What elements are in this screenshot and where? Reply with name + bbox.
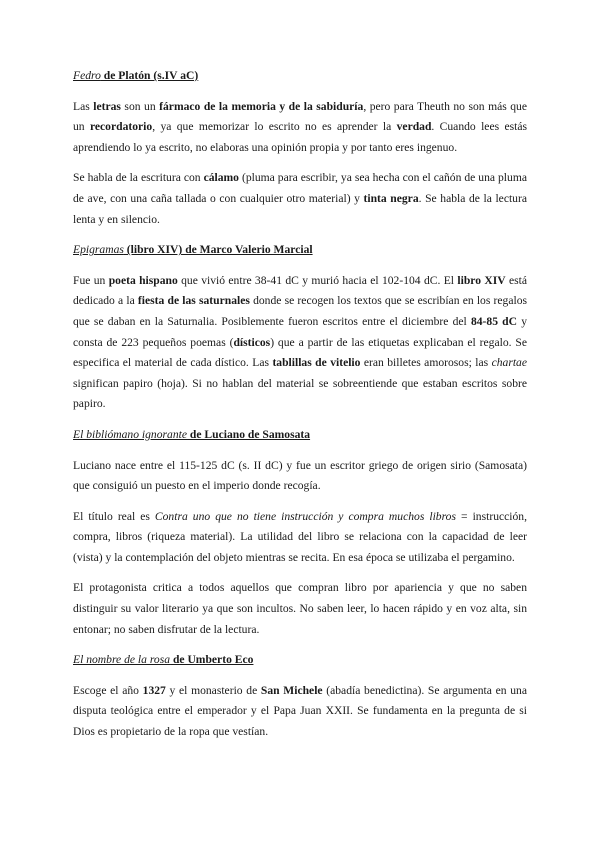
italic-text: Contra uno que no tiene instrucción y compra muchos libros — [154, 509, 456, 523]
paragraph — [73, 578, 527, 640]
bold-text: tinta negra — [363, 191, 419, 205]
bold-text: cálamo — [203, 171, 239, 185]
text-run: El título real es — [73, 509, 155, 523]
text-run: eran billetes amorosos; las — [360, 356, 492, 370]
text-run: (abadía benedictina). Se argumenta en una disputa teológica entre el emperador y el Papa Juan XXII. Se fundamenta en la pregunta de si Dios es propietario de la ropa que vestían. — [73, 683, 527, 739]
paragraph — [73, 456, 527, 497]
text-run: (pluma para escribir, ya sea hecha con el cañón de una pluma de ave, con una caña tallada o con cualquier otro material) y — [73, 171, 527, 205]
section — [73, 650, 527, 742]
italic-text: chartae — [491, 356, 527, 370]
bold-text: poeta hispano — [108, 273, 178, 287]
text-run: que vivió entre 38-41 dC y murió hacia el 102-104 dC. El — [177, 273, 458, 287]
bold-text: fiesta de las saturnales — [137, 294, 250, 308]
bold-text: 1327 — [142, 683, 166, 697]
text-run: significan papiro (hoja). Si no hablan del material se sobreentiende que estaban escritos sobre papiro. — [73, 376, 527, 411]
bold-text: tablillas de vitelio — [272, 356, 361, 370]
title-italic: El nombre de la rosa — [73, 653, 171, 667]
bold-text: fármaco de la memoria y de la sabiduría — [159, 99, 364, 113]
text-run: Fue un — [73, 273, 109, 287]
text-run: Las — [73, 99, 94, 113]
bold-text: verdad — [396, 120, 432, 134]
title-rest: de Umberto Eco — [170, 653, 254, 667]
section-title — [73, 66, 527, 87]
text-run: Escoge el año — [73, 683, 143, 697]
title-rest: (libro XIV) de Marco Valerio Marcial — [123, 243, 313, 257]
bold-text: 84-85 dC — [470, 314, 517, 328]
bold-text: recordatorio — [89, 120, 153, 134]
text-run: ) que a partir de las etiquetas explicaban el regalo. Se especifica el material de cada dístico. Las — [73, 335, 527, 370]
title-italic: Fedro — [73, 69, 101, 82]
text-run: , ya que memorizar lo escrito no es aprender la — [152, 120, 397, 134]
text-run: está dedicado a la — [73, 273, 528, 308]
text-run: y el monasterio de — [165, 683, 261, 697]
section-title — [73, 650, 527, 671]
bold-text: San Michele — [260, 683, 323, 697]
text-run: donde se recogen los textos que se escribían en los regalos que se daban en la Saturnalia. Posiblemente fueron escritos entre el diciembre del — [73, 294, 528, 328]
bold-text: dísticos — [233, 335, 271, 349]
section-title — [73, 240, 527, 261]
text-run: y consta de 223 pequeños poemas ( — [73, 314, 527, 349]
section — [73, 425, 527, 640]
text-run: , pero para Theuth no son más que un — [73, 99, 527, 134]
section-title — [73, 425, 527, 446]
text-run: . Se habla de la lectura lenta y en silencio. — [73, 191, 527, 226]
section — [73, 240, 527, 415]
paragraph — [73, 168, 527, 230]
text-run: = instrucción, compra, libros (riqueza material). La utilidad del libro se relaciona con la capacidad de leer (vista) y la contemplación del objeto mientras se recita. En esa época se utilizaba el pergamino. — [73, 509, 527, 564]
text-run: Luciano nace entre el 115-125 dC (s. II dC) y fue un escritor griego de origen sirio (Samosata) que consiguió un puesto en el imperio donde recogía. — [73, 458, 527, 493]
paragraph — [73, 97, 527, 159]
section — [73, 66, 527, 230]
text-run: son un — [120, 99, 160, 113]
title-italic: Epigramas — [73, 243, 124, 257]
text-run: El protagonista critica a todos aquellos que compran libro por apariencia y que no saben distinguir su valor literario ya que son incultos. No saben leer, lo hacen rápido y en voz alta, sin entonar; no saben disfrutar de la lectura. — [73, 581, 527, 636]
text-run: Se habla de la escritura con — [73, 171, 204, 185]
bold-text: letras — [93, 99, 121, 113]
title-rest: de Luciano de Samosata — [187, 427, 311, 441]
paragraph — [73, 681, 527, 743]
bold-text: libro XIV — [457, 273, 506, 287]
title-rest: de Platón (s.IV aC) — [100, 69, 199, 82]
paragraph — [73, 507, 527, 569]
paragraph — [73, 271, 527, 415]
text-run: . Cuando lees estás aprendiendo lo ya escrito, no elaboras una opinión propia y por tanto eres ingenuo. — [73, 120, 527, 154]
title-italic: El bibliómano ignorante — [73, 427, 188, 441]
